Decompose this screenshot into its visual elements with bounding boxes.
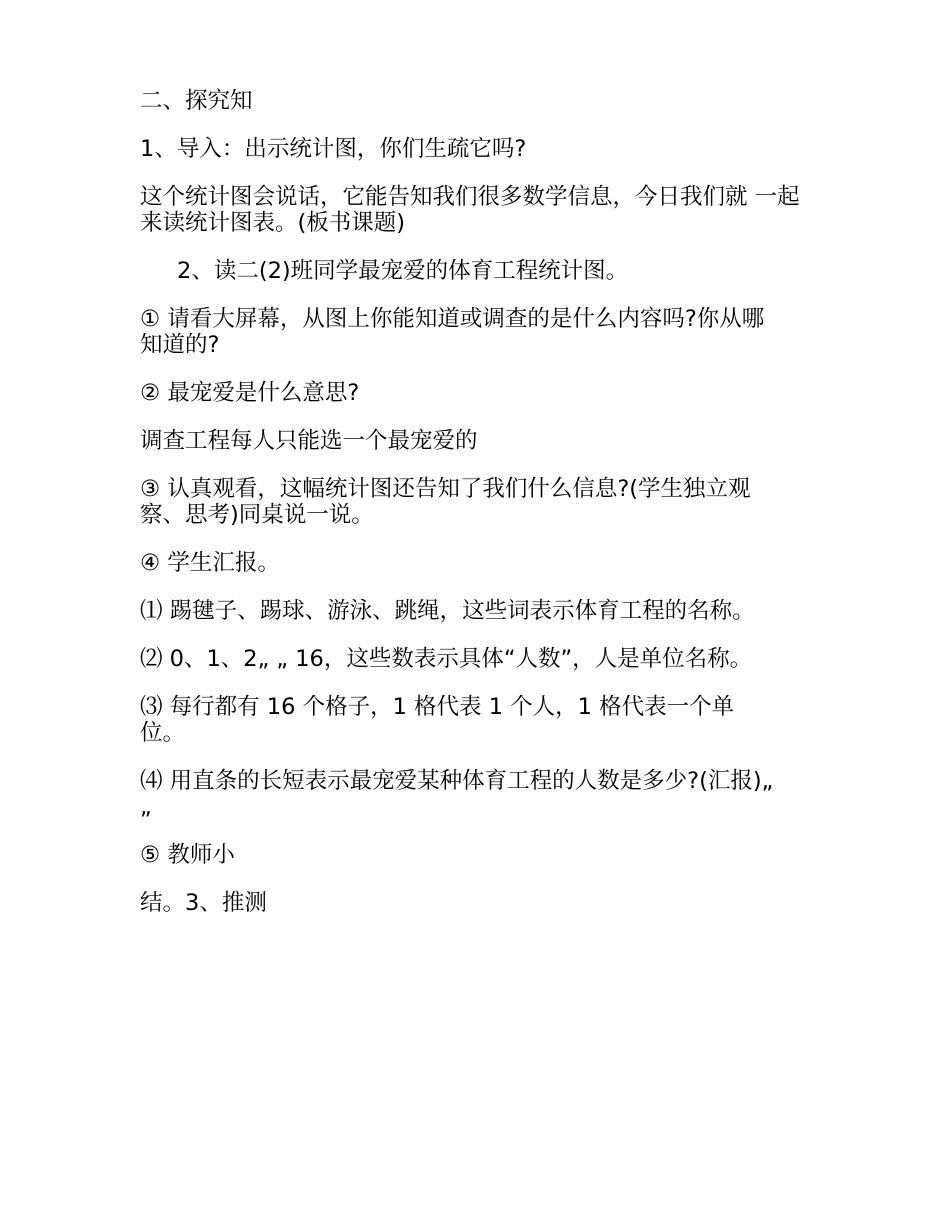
paragraph-item-3: ⑶ 每行都有 16 个格子，1 格代表 1 个人，1 格代表一个单位。 xyxy=(140,694,735,746)
paragraph-step-5: ⑤ 教师小 xyxy=(140,842,235,868)
paragraph-chart-talk: 这个统计图会说话，它能告知我们很多数学信息，今日我们就 一起来读统计图表。(板书课题) xyxy=(140,184,800,236)
paragraph-item-1: ⑴ 踢毽子、踢球、游泳、跳绳，这些词表示体育工程的名称。 xyxy=(140,598,755,624)
paragraph-step-2: ② 最宠爱是什么意思? xyxy=(140,380,360,406)
paragraph-step-4: ④ 学生汇报。 xyxy=(140,550,280,576)
paragraph-read-chart: 2、读二(2)班同学最宠爱的体育工程统计图。 xyxy=(177,258,629,284)
document-page xyxy=(140,88,820,916)
paragraph-step-3: ③ 认真观看，这幅统计图还告知了我们什么信息?(学生独立观察、思考)同桌说一说。 xyxy=(140,476,751,528)
paragraph-survey-note: 调查工程每人只能选一个最宠爱的 xyxy=(140,428,478,454)
paragraph-conclusion: 结。3、推测 xyxy=(140,890,267,916)
paragraph-item-4: ⑷ 用直条的长短表示最宠爱某种体育工程的人数是多少?(汇报)„ „ xyxy=(140,768,774,820)
paragraph-intro: 1、导入：出示统计图，你们生疏它吗? xyxy=(140,136,527,162)
paragraph-item-2: ⑵ 0、1、2„ „ 16，这些数表示具体“人数”，人是单位名称。 xyxy=(140,646,753,672)
section-heading: 二、探究知 xyxy=(140,88,253,114)
paragraph-step-1: ① 请看大屏幕，从图上你能知道或调查的是什么内容吗?你从哪知道的? xyxy=(140,306,765,358)
